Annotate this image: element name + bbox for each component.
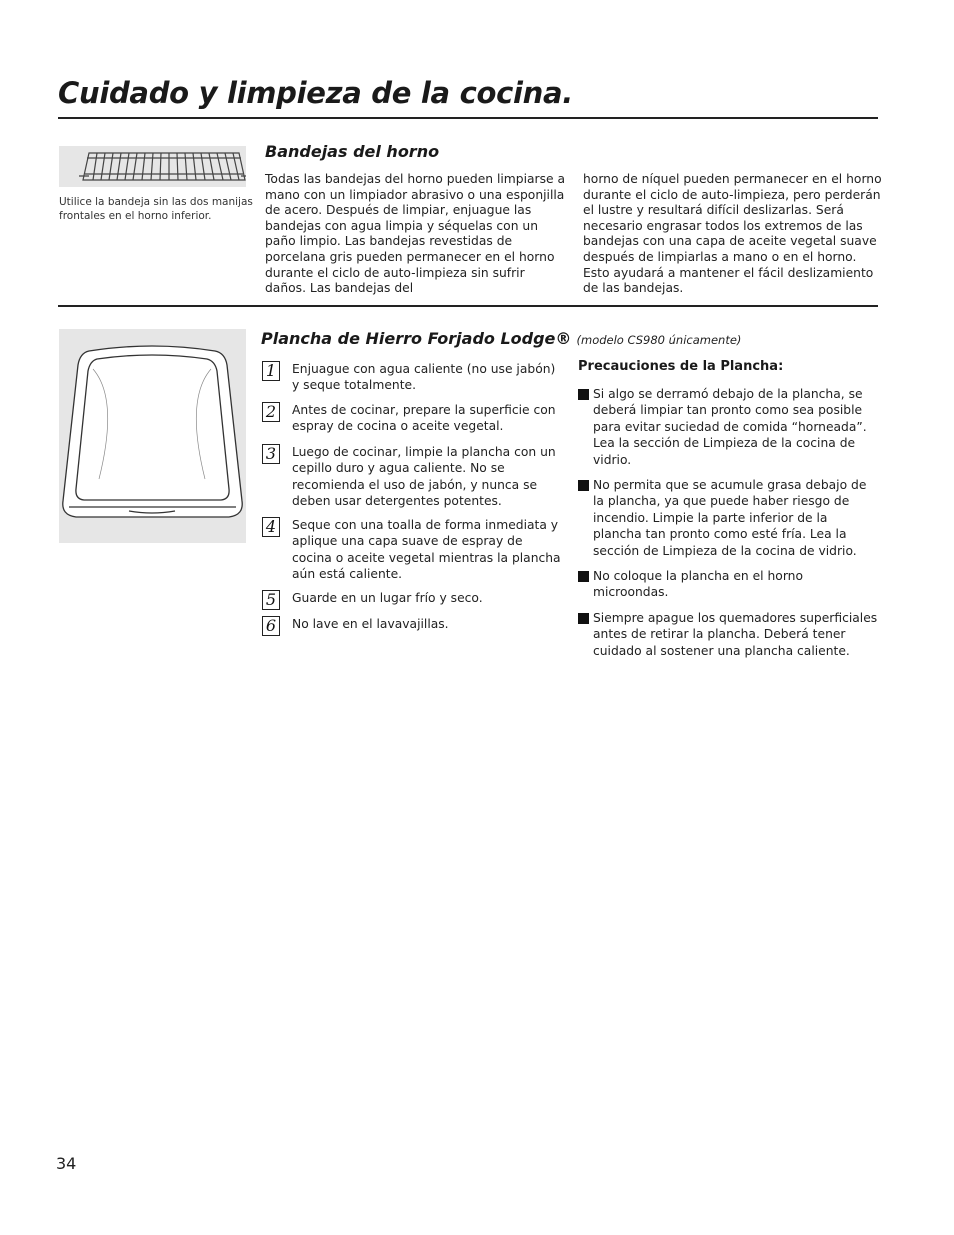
step-text: Guarde en un lugar frío y seco. [292,591,483,605]
precaution-text: Siempre apague los quemadores superficiales antes de retirar la plancha. Deberá tener cuidado al sostener una plancha caliente. [593,611,878,658]
precaution-text: No coloque la plancha en el horno microondas. [593,569,803,600]
step-text: No lave en el lavavajillas. [292,617,449,631]
bullet-square-icon [578,389,589,400]
racks-heading: Bandejas del horno [265,142,440,161]
racks-text-col2: horno de níquel pueden permanecer en el horno durante el ciclo de auto-limpieza, pero perderán el lustre y resultará difícil deslizarlas. Será necesario engrasar todos los extremos de las bandejas con una capa de aceite vegetal suave después de limpiarlas a mano o en el horno. Esto ayudará a mantener el fácil deslizamiento de las bandejas. [583,172,882,296]
step-number: 1 [262,361,280,381]
section-divider [58,305,878,307]
bullet-square-icon [578,613,589,624]
step-text: Enjuague con agua caliente (no use jabón) y seque totalmente. [292,362,556,393]
precaution-text: Si algo se derramó debajo de la plancha, se deberá limpiar tan pronto como sea posible para evitar suciedad de comida “horneada”. Lea la sección de Limpieza de la cocina de vidrio. [593,387,867,467]
step-text: Antes de cocinar, prepare la superficie con espray de cocina o aceite vegetal. [292,403,556,434]
precautions-heading: Precauciones de la Plancha: [578,359,784,374]
step-number: 5 [262,590,280,610]
griddle-illustration [59,329,246,543]
oven-rack-illustration [59,146,246,187]
precaution-text: No permita que se acumule grasa debajo de la plancha, ya que puede haber riesgo de incendio. Limpie la parte inferior de la plancha tan pronto como esté fría. Lea la sección de Limpieza de la cocina de vidrio. [593,478,867,558]
griddle-heading-line [261,329,741,348]
griddle-icon [59,329,246,543]
step-number: 6 [262,616,280,636]
step-text: Seque con una toalla de forma inmediata y aplique una capa suave de espray de cocina o aceite vegetal mientras la plancha aún está caliente. [292,518,561,582]
page-number: 34 [56,1154,77,1173]
griddle-heading: Plancha de Hierro Forjado Lodge® [261,329,572,348]
step-number: 2 [262,402,280,422]
oven-rack-icon [59,146,246,187]
title-divider [58,117,878,119]
rack-caption: Utilice la bandeja sin las dos manijas frontales en el horno inferior. [59,196,253,222]
step-number: 4 [262,517,280,537]
griddle-model-note: (modelo CS980 únicamente) [576,333,742,347]
step-text: Luego de cocinar, limpie la plancha con un cepillo duro y agua caliente. No se recomienda el uso de jabón, y nunca se deben usar detergentes potentes. [292,445,556,509]
bullet-square-icon [578,480,589,491]
step-number: 3 [262,444,280,464]
bullet-square-icon [578,571,589,582]
racks-text-col1: Todas las bandejas del horno pueden limpiarse a mano con un limpiador abrasivo o una esponjilla de acero. Después de limpiar, enjuague las bandejas con agua limpia y séquelas con un paño limpio. Las bandejas revestidas de porcelana gris pueden permanecer en el horno durante el ciclo de auto-limpieza sin sufrir daños. Las bandejas del [265,172,566,296]
page-title: Cuidado y limpieza de la cocina. [58,76,573,110]
